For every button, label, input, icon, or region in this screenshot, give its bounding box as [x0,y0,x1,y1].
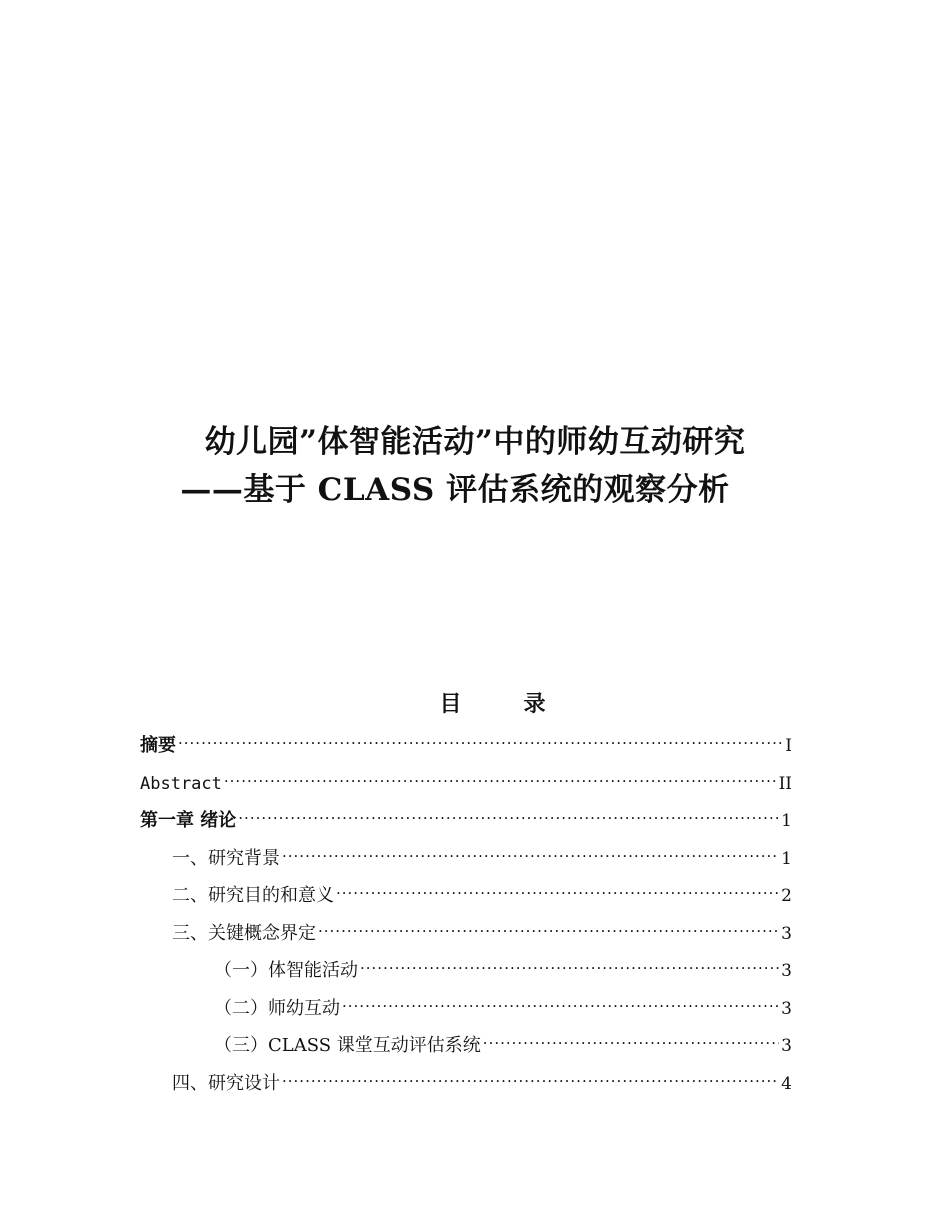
toc-entry-page: 3 [781,998,792,1019]
toc-leader-dots [224,765,777,797]
toc-entry-label: （二）师幼互动 [214,997,340,1019]
toc-entry-page: 3 [781,961,792,981]
toc-entry-page: II [778,773,792,794]
toc-leader-dots [238,802,779,834]
toc-entry-label: 第一章 绪论 [140,810,237,831]
toc-entry-label: 三、关键概念界定 [172,922,316,944]
toc-entry-label: （一）体智能活动 [214,960,358,981]
toc-leader-dots [336,877,779,909]
toc-entry-research-purpose[interactable] [140,880,792,918]
toc-leader-dots [342,990,779,1022]
toc-entry-label: 四、研究设计 [172,1072,280,1094]
toc-entry-research-background[interactable] [140,843,792,881]
toc-entry-page: 3 [781,923,792,944]
toc-entry-abstract-cn[interactable] [140,730,792,768]
toc-leader-dots [282,1065,779,1097]
toc-entry-teacher-child-interaction[interactable] [140,993,792,1031]
toc-entry-label: Abstract [140,773,222,794]
toc-entry-chapter-1[interactable] [140,805,792,843]
toc-entry-research-design[interactable] [140,1068,792,1106]
toc-entry-abstract-en[interactable] [140,768,792,806]
toc-leader-dots [360,952,779,984]
toc-entry-label: 二、研究目的和意义 [172,885,334,906]
toc-entry-page: 4 [781,1073,792,1094]
toc-leader-dots [178,727,783,759]
toc-leader-dots [318,915,779,947]
toc-entry-label: 一、研究背景 [172,847,280,869]
toc-entry-page: 3 [781,1036,792,1056]
toc-heading: 目 录 [439,691,566,717]
document-title [0,418,950,514]
toc-entry-page: 2 [781,886,792,906]
toc-entry-label: 摘要 [140,735,176,756]
toc-entry-class-system[interactable] [140,1030,792,1068]
toc-entry-physical-intelligence[interactable] [140,955,792,993]
toc-entry-page: 1 [781,811,792,831]
toc-leader-dots [282,840,779,872]
toc-entry-page: I [785,736,792,756]
toc-entry-page: 1 [781,848,792,869]
title-line-subtitle: ——基于 CLASS 评估系统的观察分析 [180,472,730,508]
toc-entry-key-concepts[interactable] [140,918,792,956]
toc-leader-dots [483,1027,779,1059]
table-of-contents [140,730,792,1105]
toc-entry-label: （三）CLASS 课堂互动评估系统 [214,1035,481,1056]
title-line-main: 幼儿园”体智能活动”中的师幼互动研究 [204,424,746,460]
